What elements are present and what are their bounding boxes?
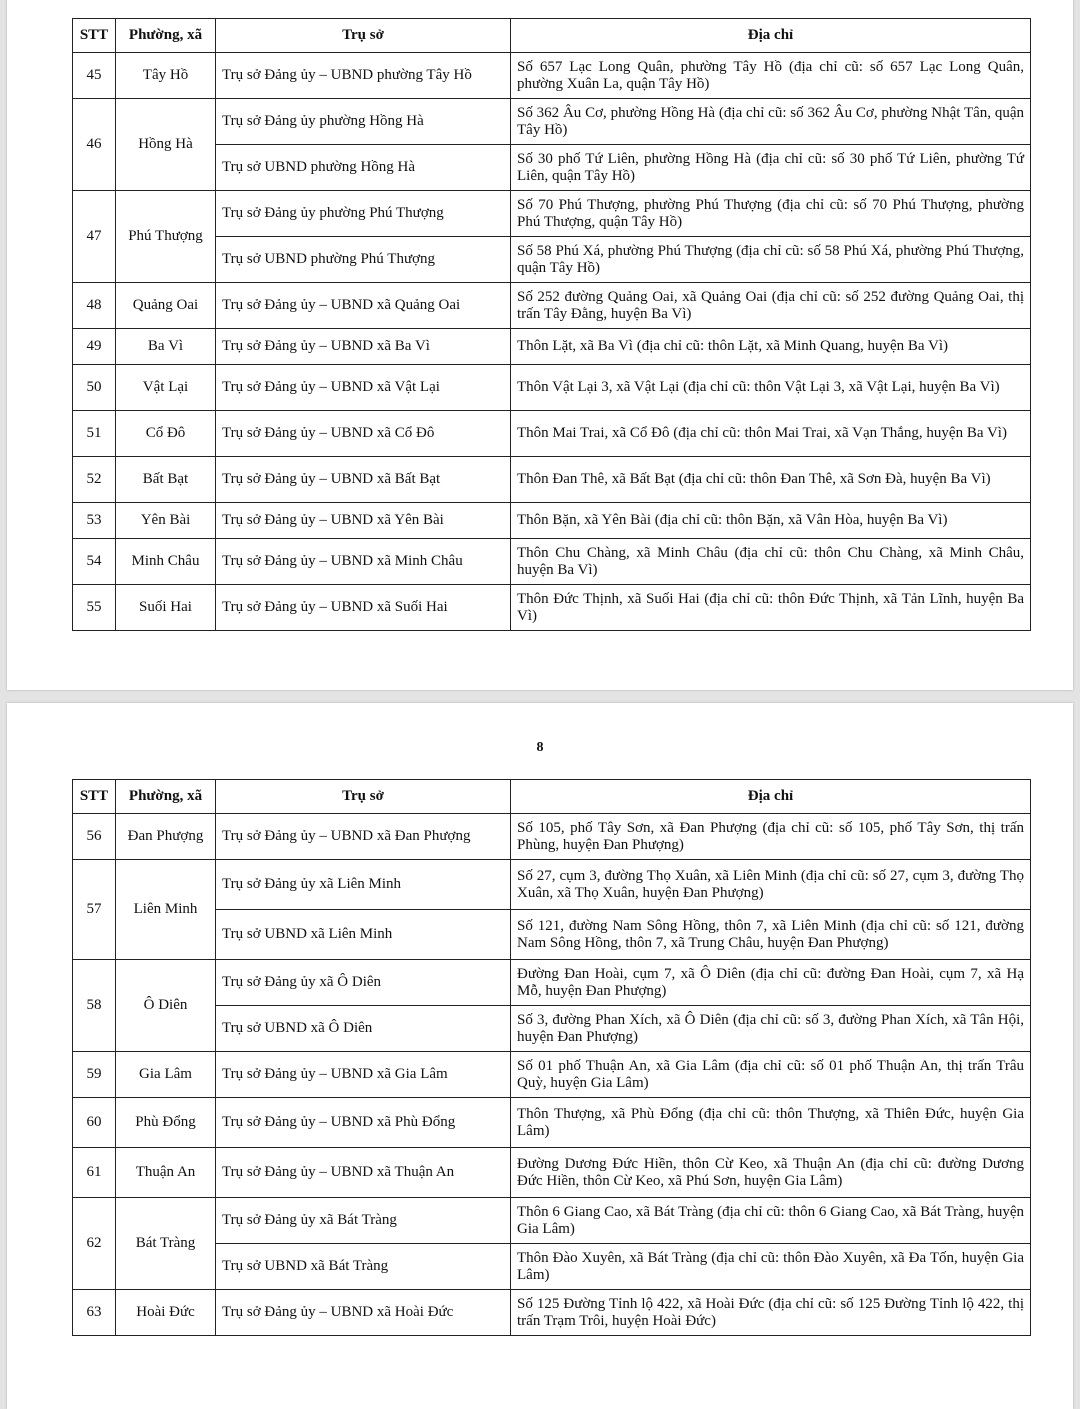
- header-address: Địa chỉ: [511, 780, 1031, 814]
- row-hq: Trụ sở Đảng ủy – UBND xã Yên Bài: [216, 503, 511, 539]
- row-stt: 63: [73, 1290, 116, 1336]
- row-stt: 48: [73, 283, 116, 329]
- row-address: Số 30 phố Tứ Liên, phường Hồng Hà (địa chỉ cũ: số 30 phố Tứ Liên, phường Tứ Liên, quận Tây Hồ): [511, 145, 1031, 191]
- row-stt: 52: [73, 457, 116, 503]
- row-address: Số 105, phố Tây Sơn, xã Đan Phượng (địa chỉ cũ: số 105, phố Tây Sơn, thị trấn Phùng, huyện Đan Phượng): [511, 814, 1031, 860]
- row-ward: Liên Minh: [116, 860, 216, 960]
- row-hq: Trụ sở Đảng ủy – UBND xã Đan Phượng: [216, 814, 511, 860]
- row-hq: Trụ sở Đảng ủy – UBND xã Phù Đổng: [216, 1098, 511, 1148]
- row-hq: Trụ sở Đảng ủy phường Phú Thượng: [216, 191, 511, 237]
- row-address: Số 125 Đường Tỉnh lộ 422, xã Hoài Đức (địa chỉ cũ: số 125 Đường Tỉnh lộ 422, thị trấn Trạm Trôi, huyện Hoài Đức): [511, 1290, 1031, 1336]
- row-address: Thôn 6 Giang Cao, xã Bát Tràng (địa chỉ cũ: thôn 6 Giang Cao, xã Bát Tràng, huyện Gia Lâm): [511, 1198, 1031, 1244]
- row-ward: Hoài Đức: [116, 1290, 216, 1336]
- row-address: Số 121, đường Nam Sông Hồng, thôn 7, xã Liên Minh (địa chỉ cũ: số 121, đường Nam Sông Hồng, thôn 7, xã Trung Châu, huyện Đan Phượng): [511, 910, 1031, 960]
- row-address: Số 362 Âu Cơ, phường Hồng Hà (địa chỉ cũ: số 362 Âu Cơ, phường Nhật Tân, quận Tây Hồ): [511, 99, 1031, 145]
- table-row: [73, 411, 1031, 457]
- table-row: [73, 960, 1031, 1006]
- table-row: [73, 457, 1031, 503]
- row-ward: Yên Bài: [116, 503, 216, 539]
- table-row: [73, 814, 1031, 860]
- row-stt: 53: [73, 503, 116, 539]
- row-stt: 49: [73, 329, 116, 365]
- row-ward: Tây Hồ: [116, 53, 216, 99]
- row-hq: Trụ sở Đảng ủy – UBND xã Quảng Oai: [216, 283, 511, 329]
- row-ward: Suối Hai: [116, 585, 216, 631]
- row-address: Thôn Lặt, xã Ba Vì (địa chỉ cũ: thôn Lặt, xã Minh Quang, huyện Ba Vì): [511, 329, 1031, 365]
- row-stt: 54: [73, 539, 116, 585]
- row-address: Số 58 Phú Xá, phường Phú Thượng (địa chỉ cũ: số 58 Phú Xá, phường Phú Thượng, quận Tây Hồ): [511, 237, 1031, 283]
- row-address: Thôn Chu Chàng, xã Minh Châu (địa chỉ cũ: thôn Chu Chàng, xã Minh Châu, huyện Ba Vì): [511, 539, 1031, 585]
- table-header-row: [73, 19, 1031, 53]
- headquarters-table-page-1: [72, 18, 1031, 631]
- row-hq: Trụ sở UBND phường Phú Thượng: [216, 237, 511, 283]
- table-row: [73, 860, 1031, 910]
- table-row: [73, 283, 1031, 329]
- table-row: [73, 910, 1031, 960]
- row-ward: Gia Lâm: [116, 1052, 216, 1098]
- table-row: [73, 237, 1031, 283]
- row-hq: Trụ sở Đảng ủy – UBND xã Cổ Đô: [216, 411, 511, 457]
- row-hq: Trụ sở Đảng ủy xã Bát Tràng: [216, 1198, 511, 1244]
- header-hq: Trụ sở: [216, 19, 511, 53]
- table-row: [73, 1098, 1031, 1148]
- table-row: [73, 53, 1031, 99]
- row-hq: Trụ sở Đảng ủy – UBND xã Suối Hai: [216, 585, 511, 631]
- row-address: Thôn Mai Trai, xã Cổ Đô (địa chỉ cũ: thôn Mai Trai, xã Vạn Thắng, huyện Ba Vì): [511, 411, 1031, 457]
- row-address: Số 70 Phú Thượng, phường Phú Thượng (địa chỉ cũ: số 70 Phú Thượng, phường Phú Thượng, quận Tây Hồ): [511, 191, 1031, 237]
- table-row: [73, 585, 1031, 631]
- row-stt: 60: [73, 1098, 116, 1148]
- row-address: Thôn Bặn, xã Yên Bài (địa chỉ cũ: thôn Bặn, xã Vân Hòa, huyện Ba Vì): [511, 503, 1031, 539]
- row-stt: 47: [73, 191, 116, 283]
- document-page-2: [7, 703, 1073, 1409]
- header-stt: STT: [73, 19, 116, 53]
- row-address: Số 657 Lạc Long Quân, phường Tây Hồ (địa chỉ cũ: số 657 Lạc Long Quân, phường Xuân La, quận Tây Hồ): [511, 53, 1031, 99]
- row-ward: Phú Thượng: [116, 191, 216, 283]
- row-hq: Trụ sở Đảng ủy – UBND xã Bất Bạt: [216, 457, 511, 503]
- row-hq: Trụ sở Đảng ủy – UBND xã Vật Lại: [216, 365, 511, 411]
- row-address: Thôn Vật Lại 3, xã Vật Lại (địa chỉ cũ: thôn Vật Lại 3, xã Vật Lại, huyện Ba Vì): [511, 365, 1031, 411]
- row-ward: Bất Bạt: [116, 457, 216, 503]
- row-address: Đường Đan Hoài, cụm 7, xã Ô Diên (địa chỉ cũ: đường Đan Hoài, cụm 7, xã Hạ Mỗ, huyện Đan Phượng): [511, 960, 1031, 1006]
- table-row: [73, 1198, 1031, 1244]
- row-stt: 46: [73, 99, 116, 191]
- row-hq: Trụ sở Đảng ủy – UBND xã Thuận An: [216, 1148, 511, 1198]
- row-stt: 62: [73, 1198, 116, 1290]
- row-stt: 51: [73, 411, 116, 457]
- row-hq: Trụ sở Đảng ủy phường Hồng Hà: [216, 99, 511, 145]
- table-row: [73, 145, 1031, 191]
- header-address: Địa chỉ: [511, 19, 1031, 53]
- table-row: [73, 99, 1031, 145]
- row-ward: Đan Phượng: [116, 814, 216, 860]
- row-ward: Vật Lại: [116, 365, 216, 411]
- row-ward: Cổ Đô: [116, 411, 216, 457]
- header-hq: Trụ sở: [216, 780, 511, 814]
- header-ward: Phường, xã: [116, 780, 216, 814]
- row-stt: 58: [73, 960, 116, 1052]
- row-address: Thôn Đan Thê, xã Bất Bạt (địa chỉ cũ: thôn Đan Thê, xã Sơn Đà, huyện Ba Vì): [511, 457, 1031, 503]
- table-row: [73, 539, 1031, 585]
- table-row: [73, 1052, 1031, 1098]
- row-hq: Trụ sở UBND phường Hồng Hà: [216, 145, 511, 191]
- page-number: 8: [536, 740, 544, 755]
- table-row: [73, 1148, 1031, 1198]
- row-address: Đường Dương Đức Hiền, thôn Cừ Keo, xã Thuận An (địa chỉ cũ: đường Dương Đức Hiền, thôn Cừ Keo, xã Phú Sơn, huyện Gia Lâm): [511, 1148, 1031, 1198]
- row-stt: 56: [73, 814, 116, 860]
- table-header-row: [73, 780, 1031, 814]
- row-address: Số 252 đường Quảng Oai, xã Quảng Oai (địa chỉ cũ: số 252 đường Quảng Oai, thị trấn Tây Đằng, huyện Ba Vì): [511, 283, 1031, 329]
- row-address: Thôn Đức Thịnh, xã Suối Hai (địa chỉ cũ: thôn Đức Thịnh, xã Tản Lĩnh, huyện Ba Vì): [511, 585, 1031, 631]
- table-row: [73, 365, 1031, 411]
- row-ward: Bát Tràng: [116, 1198, 216, 1290]
- table-row: [73, 329, 1031, 365]
- row-hq: Trụ sở Đảng ủy – UBND xã Hoài Đức: [216, 1290, 511, 1336]
- row-hq: Trụ sở UBND xã Bát Tràng: [216, 1244, 511, 1290]
- row-address: Số 01 phố Thuận An, xã Gia Lâm (địa chỉ cũ: số 01 phố Thuận An, thị trấn Trâu Quỳ, huyện Gia Lâm): [511, 1052, 1031, 1098]
- document-page-1: [7, 0, 1073, 690]
- row-stt: 59: [73, 1052, 116, 1098]
- row-address: Số 3, đường Phan Xích, xã Ô Diên (địa chỉ cũ: số 3, đường Phan Xích, xã Tân Hội, huyện Đan Phượng): [511, 1006, 1031, 1052]
- row-address: Số 27, cụm 3, đường Thọ Xuân, xã Liên Minh (địa chỉ cũ: số 27, cụm 3, đường Thọ Xuân, xã Thọ Xuân, huyện Đan Phượng): [511, 860, 1031, 910]
- row-hq: Trụ sở Đảng ủy xã Liên Minh: [216, 860, 511, 910]
- row-hq: Trụ sở Đảng ủy – UBND xã Ba Vì: [216, 329, 511, 365]
- row-address: Thôn Thượng, xã Phù Đổng (địa chỉ cũ: thôn Thượng, xã Thiên Đức, huyện Gia Lâm): [511, 1098, 1031, 1148]
- row-stt: 45: [73, 53, 116, 99]
- row-hq: Trụ sở Đảng ủy – UBND xã Minh Châu: [216, 539, 511, 585]
- row-ward: Hồng Hà: [116, 99, 216, 191]
- row-ward: Quảng Oai: [116, 283, 216, 329]
- row-stt: 61: [73, 1148, 116, 1198]
- row-hq: Trụ sở UBND xã Liên Minh: [216, 910, 511, 960]
- row-ward: Minh Châu: [116, 539, 216, 585]
- row-ward: Ba Vì: [116, 329, 216, 365]
- row-ward: Thuận An: [116, 1148, 216, 1198]
- row-hq: Trụ sở Đảng ủy xã Ô Diên: [216, 960, 511, 1006]
- table-row: [73, 1006, 1031, 1052]
- row-stt: 55: [73, 585, 116, 631]
- table-row: [73, 1244, 1031, 1290]
- row-hq: Trụ sở UBND xã Ô Diên: [216, 1006, 511, 1052]
- row-stt: 50: [73, 365, 116, 411]
- row-ward: Ô Diên: [116, 960, 216, 1052]
- row-ward: Phù Đổng: [116, 1098, 216, 1148]
- headquarters-table-page-2: [72, 779, 1031, 1336]
- header-stt: STT: [73, 780, 116, 814]
- row-hq: Trụ sở Đảng ủy – UBND xã Gia Lâm: [216, 1052, 511, 1098]
- row-hq: Trụ sở Đảng ủy – UBND phường Tây Hồ: [216, 53, 511, 99]
- table-row: [73, 503, 1031, 539]
- table-row: [73, 191, 1031, 237]
- header-ward: Phường, xã: [116, 19, 216, 53]
- row-address: Thôn Đào Xuyên, xã Bát Tràng (địa chỉ cũ: thôn Đào Xuyên, xã Đa Tốn, huyện Gia Lâm): [511, 1244, 1031, 1290]
- table-row: [73, 1290, 1031, 1336]
- row-stt: 57: [73, 860, 116, 960]
